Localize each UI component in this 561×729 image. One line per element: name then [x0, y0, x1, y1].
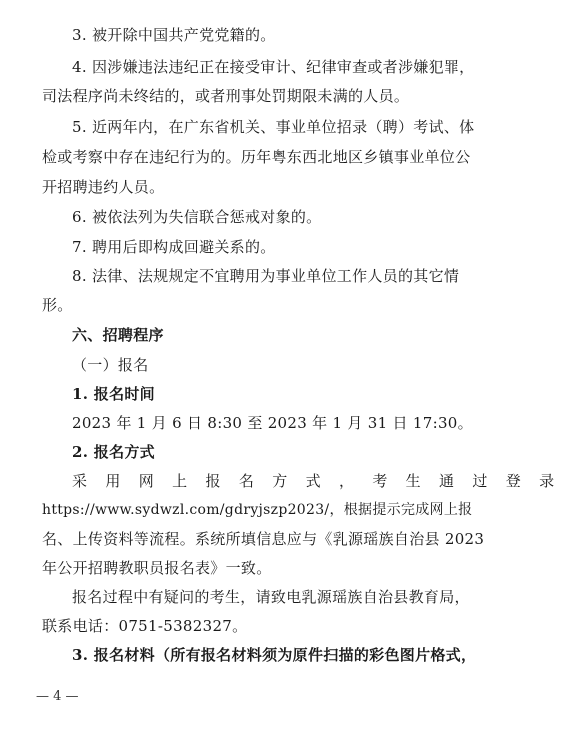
registration-method-line-4: 年公开招聘教职员报名表》一致。 [42, 559, 272, 577]
registration-method-heading: 2. 报名方式 [72, 443, 155, 461]
registration-time-text: 2023 年 1 月 6 日 8:30 至 2023 年 1 月 31 日 17:30。 [72, 414, 473, 432]
item-4-line-1: 4. 因涉嫌违法违纪正在接受审计、纪律审查或者涉嫌犯罪， [72, 58, 475, 76]
item-5-line-1: 5. 近两年内，在广东省机关、事业单位招录（聘）考试、体 [72, 118, 475, 136]
item-8-line-2: 形。 [42, 296, 73, 314]
item-6-line: 6. 被依法列为失信联合惩戒对象的。 [72, 208, 322, 226]
registration-method-line-3: 名、上传资料等流程。系统所填信息应与《乳源瑶族自治县 2023 [42, 530, 485, 548]
registration-time-heading: 1. 报名时间 [72, 385, 155, 403]
item-3-line: 3. 被开除中国共产党党籍的。 [72, 26, 276, 44]
item-5-line-2: 检或考察中存在违纪行为的。历年粤东西北地区乡镇事业单位公 [42, 148, 471, 166]
registration-method-line-2: https://www.sydwzl.com/gdryjszp2023/，根据提示完成网上报 [42, 502, 473, 518]
registration-materials-heading: 3. 报名材料（所有报名材料须为原件扫描的彩色图片格式， [72, 646, 477, 664]
item-7-line: 7. 聘用后即构成回避关系的。 [72, 238, 276, 256]
item-5-line-3: 开招聘违约人员。 [42, 178, 165, 196]
registration-method-line-1: 采 用 网 上 报 名 方 式 ， 考 生 通 过 登 录 [72, 472, 561, 490]
item-4-line-2: 司法程序尚未终结的，或者刑事处罚期限未满的人员。 [42, 87, 410, 105]
section-heading: 六、招聘程序 [72, 326, 164, 344]
inquiry-line-1: 报名过程中有疑问的考生，请致电乳源瑶族自治县教育局， [72, 588, 470, 606]
subsection-heading: （一）报名 [72, 356, 149, 374]
page-number: — 4 — [36, 689, 79, 704]
item-8-line-1: 8. 法律、法规规定不宜聘用为事业单位工作人员的其它情 [72, 267, 460, 285]
inquiry-line-2: 联系电话：0751-5382327。 [42, 617, 248, 635]
